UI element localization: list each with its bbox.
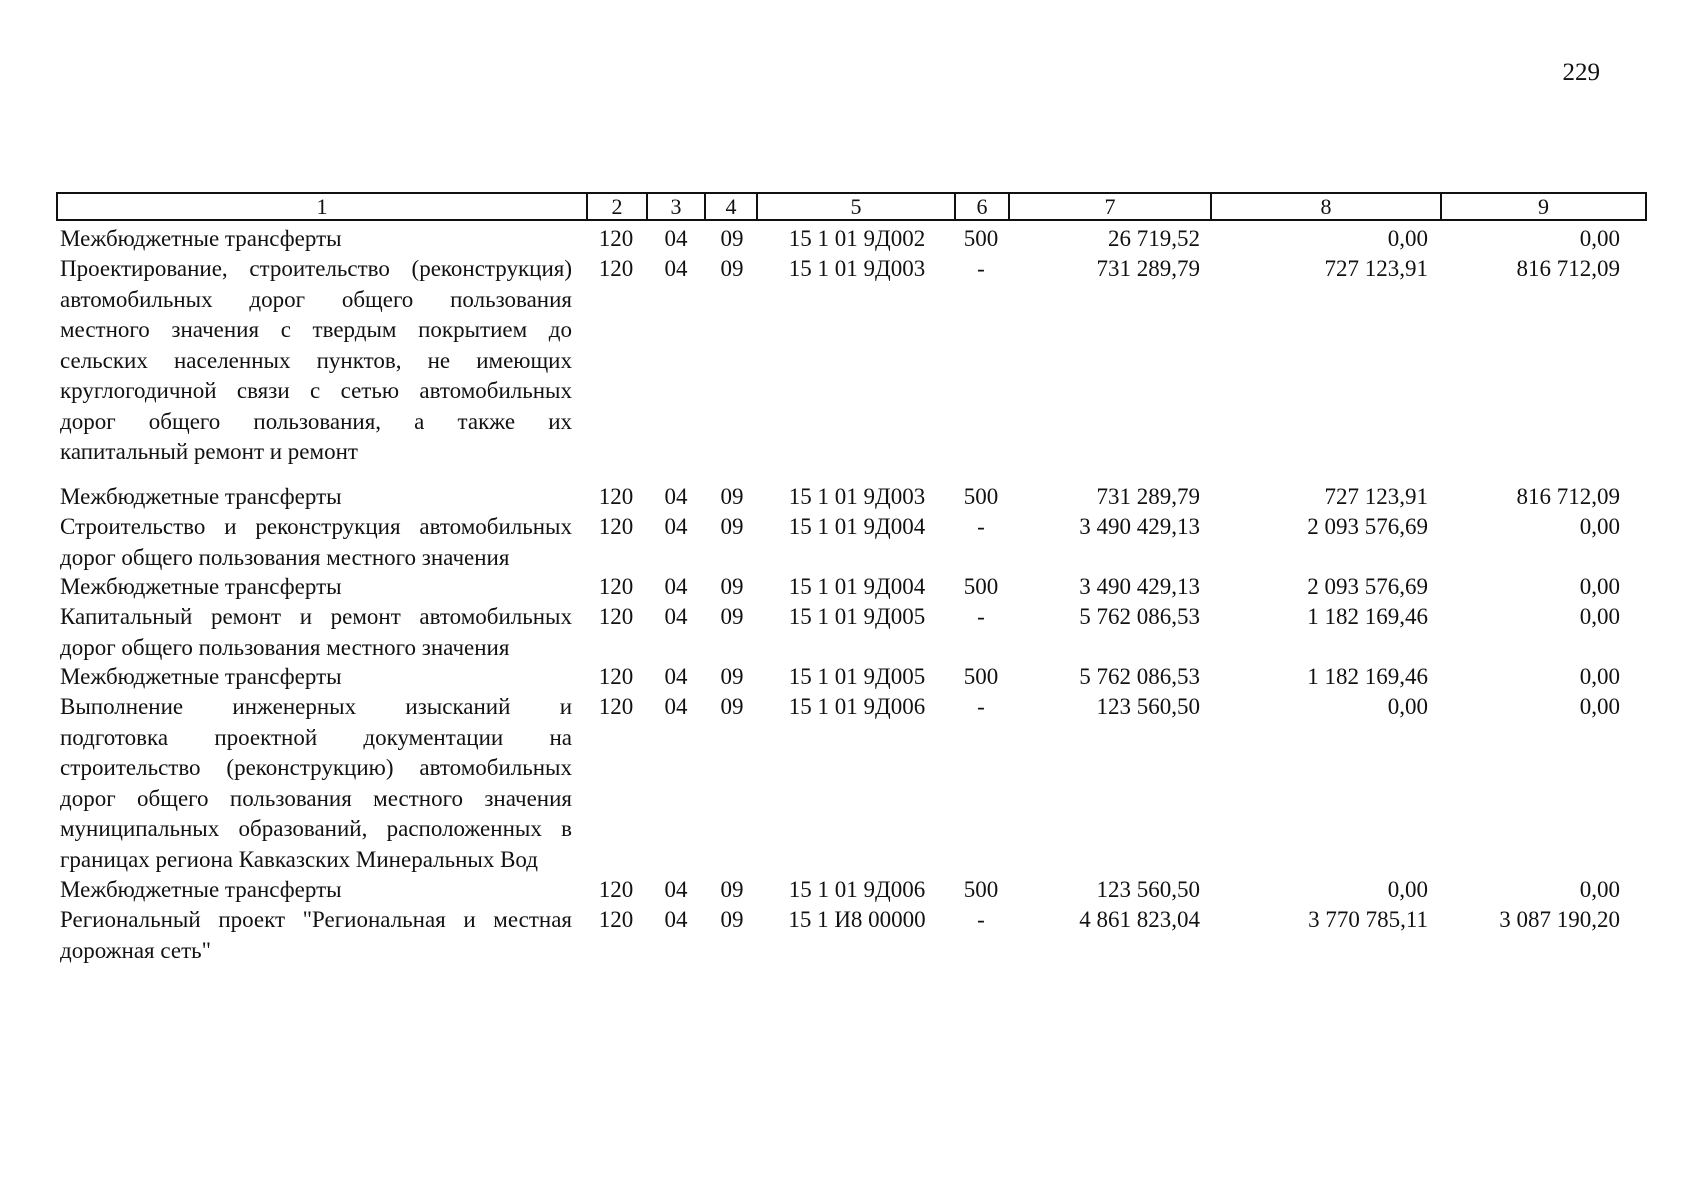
row-col-4: 09: [720, 514, 744, 539]
row-col-9: 816 712,09: [1516, 256, 1620, 281]
row-col-6: 500: [963, 877, 999, 902]
row-col-5: 15 1 01 9Д003: [788, 256, 926, 281]
row-col-7: 3 490 429,13: [1079, 574, 1200, 599]
row-col-2: 120: [598, 514, 634, 539]
description-line: капитальный ремонт и ремонт: [60, 439, 358, 464]
description-line: границах региона Кавказских Минеральных Вод: [60, 846, 538, 872]
row-col-8: 1 182 169,46: [1307, 604, 1428, 629]
table-row: [0, 905, 1696, 966]
description-line: Межбюджетные трансферты: [60, 574, 342, 599]
row-col-3: 04: [664, 226, 688, 251]
header-cell-7: 7: [1104, 194, 1116, 219]
table-row: [0, 875, 1696, 906]
description-line: строительство (реконструкцию) автомобильных: [60, 755, 572, 780]
row-col-3: 04: [664, 484, 688, 509]
row-col-6: 500: [963, 574, 999, 599]
header-cell-6: 6: [976, 194, 988, 219]
row-col-4: 09: [720, 226, 744, 251]
row-col-3: 04: [664, 664, 688, 689]
row-col-8: 3 770 785,11: [1308, 907, 1428, 932]
row-col-2: 120: [598, 226, 634, 251]
row-col-9: 0,00: [1579, 574, 1620, 599]
row-description: [60, 224, 572, 255]
table-row: [0, 482, 1696, 513]
row-col-2: 120: [598, 877, 634, 902]
row-col-6: 500: [963, 664, 999, 689]
row-col-5: 15 1 01 9Д006: [788, 694, 926, 719]
row-description: [60, 572, 572, 603]
description-line: муниципальных образований, расположенных в: [60, 816, 572, 841]
row-col-7: 731 289,79: [1096, 484, 1200, 509]
description-line: Региональный проект "Региональная и местная: [60, 907, 572, 932]
row-col-9: 0,00: [1579, 604, 1620, 629]
description-line: Капитальный ремонт и ремонт автомобильных: [60, 604, 572, 629]
row-col-6: -: [977, 256, 985, 281]
row-col-3: 04: [664, 694, 688, 719]
row-col-7: 3 490 429,13: [1079, 514, 1200, 539]
table-header: [56, 192, 1647, 221]
row-col-2: 120: [598, 604, 634, 629]
row-col-2: 120: [598, 256, 634, 281]
row-col-7: 731 289,79: [1096, 256, 1200, 281]
table-row: [0, 512, 1696, 573]
row-description: [60, 692, 572, 875]
row-col-2: 120: [598, 694, 634, 719]
row-col-2: 120: [598, 484, 634, 509]
row-col-4: 09: [720, 604, 744, 629]
row-col-4: 09: [720, 694, 744, 719]
row-col-5: 15 1 01 9Д002: [788, 226, 926, 251]
row-col-9: 0,00: [1579, 664, 1620, 689]
row-col-7: 123 560,50: [1096, 694, 1200, 719]
row-col-5: 15 1 01 9Д003: [788, 484, 926, 509]
row-col-2: 120: [598, 574, 634, 599]
description-line: Межбюджетные трансферты: [60, 664, 342, 689]
row-description: [60, 875, 572, 906]
row-col-7: 123 560,50: [1096, 877, 1200, 902]
table-row: [0, 692, 1696, 875]
row-col-8: 0,00: [1387, 226, 1428, 251]
row-col-9: 0,00: [1579, 514, 1620, 539]
row-col-4: 09: [720, 574, 744, 599]
row-col-5: 15 1 01 9Д004: [788, 514, 926, 539]
header-cell-9: 9: [1538, 194, 1549, 219]
row-col-4: 09: [720, 484, 744, 509]
row-col-9: 816 712,09: [1516, 484, 1620, 509]
row-col-3: 04: [664, 574, 688, 599]
row-col-8: 2 093 576,69: [1307, 514, 1428, 539]
row-col-4: 09: [720, 877, 744, 902]
description-line: Межбюджетные трансферты: [60, 484, 342, 509]
description-line: Выполнение инженерных изысканий и: [60, 694, 572, 719]
table-row: [0, 254, 1696, 468]
row-col-6: -: [977, 514, 985, 539]
row-col-7: 26 719,52: [1108, 226, 1200, 251]
header-cell-5: 5: [850, 194, 862, 219]
row-col-6: -: [977, 694, 985, 719]
row-description: [60, 905, 572, 966]
row-col-4: 09: [720, 907, 744, 932]
row-col-5: 15 1 01 9Д005: [788, 664, 926, 689]
row-col-2: 120: [598, 664, 634, 689]
row-col-6: 500: [963, 226, 999, 251]
description-line: Проектирование, строительство (реконструкция): [60, 256, 572, 281]
row-col-9: 0,00: [1579, 877, 1620, 902]
row-col-3: 04: [664, 256, 688, 281]
row-col-3: 04: [664, 514, 688, 539]
row-col-5: 15 1 И8 00000: [788, 907, 926, 932]
table-row: [0, 572, 1696, 603]
description-line: сельских населенных пунктов, не имеющих: [60, 347, 572, 373]
row-col-7: 5 762 086,53: [1079, 664, 1200, 689]
row-col-4: 09: [720, 664, 744, 689]
description-line: подготовка проектной документации на: [60, 724, 572, 750]
header-cell-4: 4: [725, 194, 737, 219]
row-description: [60, 662, 572, 693]
row-col-6: 500: [963, 484, 999, 509]
row-col-8: 1 182 169,46: [1307, 664, 1428, 689]
row-col-7: 4 861 823,04: [1079, 907, 1200, 932]
row-col-6: -: [977, 907, 985, 932]
description-line: дорожная сеть": [60, 937, 211, 963]
row-description: [60, 482, 572, 513]
page-number: 229: [1562, 59, 1600, 86]
row-col-5: 15 1 01 9Д004: [788, 574, 926, 599]
header-cell-1: 1: [316, 194, 328, 219]
row-col-8: 727 123,91: [1324, 256, 1428, 281]
description-line: местного значения с твердым покрытием до: [60, 317, 572, 342]
description-line: Межбюджетные трансферты: [60, 226, 342, 251]
header-cell-2: 2: [611, 194, 623, 219]
row-col-9: 0,00: [1579, 694, 1620, 719]
description-line: дорог общего пользования местного значения: [60, 634, 510, 660]
row-col-5: 15 1 01 9Д005: [788, 604, 926, 629]
description-line: Межбюджетные трансферты: [60, 877, 342, 902]
table-row: [0, 662, 1696, 693]
description-line: автомобильных дорог общего пользования: [60, 286, 572, 312]
row-col-3: 04: [664, 604, 688, 629]
header-cell-8: 8: [1320, 194, 1332, 219]
description-line: круглогодичной связи с сетью автомобильных: [60, 378, 572, 403]
description-line: дорог общего пользования, а также их: [60, 408, 572, 434]
row-col-2: 120: [598, 907, 634, 932]
row-col-5: 15 1 01 9Д006: [788, 877, 926, 902]
row-col-8: 0,00: [1387, 694, 1428, 719]
row-col-7: 5 762 086,53: [1079, 604, 1200, 629]
row-col-8: 0,00: [1387, 877, 1428, 902]
row-description: [60, 602, 572, 663]
row-col-9: 0,00: [1579, 226, 1620, 251]
row-col-3: 04: [664, 907, 688, 932]
header-cell-3: 3: [670, 194, 682, 219]
row-col-9: 3 087 190,20: [1499, 907, 1620, 932]
table-row: [0, 224, 1696, 255]
row-col-6: -: [977, 604, 985, 629]
description-line: Строительство и реконструкция автомобильных: [60, 514, 572, 539]
row-col-3: 04: [664, 877, 688, 902]
row-col-8: 727 123,91: [1324, 484, 1428, 509]
description-line: дорог общего пользования местного значения: [60, 544, 510, 570]
row-description: [60, 254, 572, 468]
table-row: [0, 602, 1696, 663]
row-col-4: 09: [720, 256, 744, 281]
row-col-8: 2 093 576,69: [1307, 574, 1428, 599]
description-line: дорог общего пользования местного значения: [60, 785, 572, 811]
row-description: [60, 512, 572, 573]
